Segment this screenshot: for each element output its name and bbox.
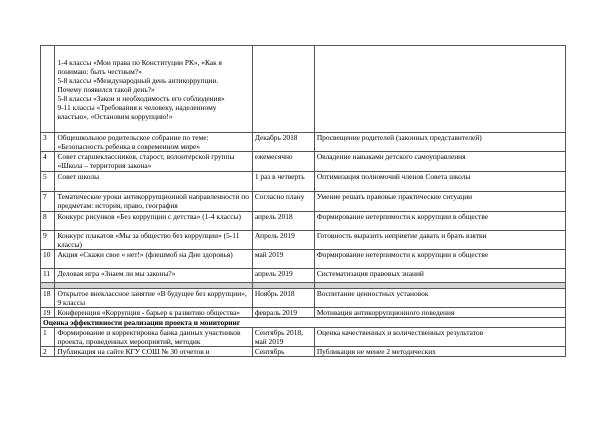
event-cell bbox=[55, 46, 252, 133]
number-cell: 10 bbox=[41, 250, 55, 269]
result-cell: Публикация не менее 2 методических bbox=[314, 347, 565, 357]
date-cell bbox=[252, 46, 314, 133]
number-cell: 1 bbox=[41, 328, 55, 347]
intro-line: Почему появился такой день?» bbox=[57, 84, 155, 94]
date-cell: май 2019 bbox=[252, 250, 314, 269]
number-cell: 9 bbox=[41, 231, 55, 250]
event-cell: Конкурс плакатов «Мы за общество без коррупции» (5-11 классы) bbox=[55, 231, 252, 250]
date-cell: Сентябрь bbox=[252, 347, 314, 357]
event-cell: Тематические уроки антикоррупционной направленности по предметам: история, право, география bbox=[55, 192, 252, 212]
result-cell bbox=[314, 46, 565, 133]
number-cell: 5 bbox=[41, 172, 55, 192]
date-cell: Декабрь 2018 bbox=[252, 133, 314, 152]
plan-table bbox=[40, 45, 566, 357]
event-cell: Конференция «Коррупция - барьер к развитию общества» bbox=[55, 308, 252, 318]
date-cell: 1 раз в четверть bbox=[252, 172, 314, 192]
table-row bbox=[41, 347, 566, 357]
table-row bbox=[41, 172, 566, 192]
result-cell: Овладение навыками детского самоуправления bbox=[314, 152, 565, 172]
intro-line: 5-8 классы «Закон и необходимость его соблюдения» bbox=[57, 93, 225, 103]
result-cell: Систематизация правовых знаний bbox=[314, 269, 565, 283]
table-row bbox=[41, 308, 566, 318]
result-cell: Готовность выразить неприятие давать и брать взятки bbox=[314, 231, 565, 250]
table-row bbox=[41, 289, 566, 308]
date-cell: Сентябрь 2018, май 2019 bbox=[252, 328, 314, 347]
intro-line: 9-11 классы «Требования к человеку, наделенному bbox=[57, 102, 217, 112]
date-cell: Согласно плану bbox=[252, 192, 314, 212]
event-cell: Деловая игра «Знаем ли мы законы?» bbox=[55, 269, 252, 283]
table-row bbox=[41, 192, 566, 212]
result-cell: Умение решать правовые практические ситуации bbox=[314, 192, 565, 212]
table-row bbox=[41, 46, 566, 133]
intro-line: 1-4 классы «Мои права по Конституции РК», «Как я bbox=[57, 57, 222, 67]
number-cell: 8 bbox=[41, 212, 55, 231]
event-cell: Совет старшеклассников, старост, волонтерской группы «Школа – территория закона» bbox=[55, 152, 252, 172]
result-cell: Оптимизация полномочий членов Совета школы bbox=[314, 172, 565, 192]
event-cell: Совет школы bbox=[55, 172, 252, 192]
section-row bbox=[41, 318, 566, 328]
date-cell: апрель 2018 bbox=[252, 212, 314, 231]
table-row bbox=[41, 152, 566, 172]
intro-line: понимаю: быть честным?» bbox=[57, 66, 142, 76]
date-cell: февраль 2019 bbox=[252, 308, 314, 318]
event-cell: Публикация на сайте КГУ СОШ № 30 отчетов и bbox=[55, 347, 252, 357]
result-cell: Воспитание ценностных установок bbox=[314, 289, 565, 308]
table-row bbox=[41, 231, 566, 250]
date-cell: ежемесячно bbox=[252, 152, 314, 172]
result-cell: Оценка качественных и количественных результатов bbox=[314, 328, 565, 347]
date-cell: апрель 2019 bbox=[252, 269, 314, 283]
table-row bbox=[41, 212, 566, 231]
table-row bbox=[41, 269, 566, 283]
result-cell: Просвещение родителей (законных представителей) bbox=[314, 133, 565, 152]
number-cell bbox=[41, 46, 55, 133]
table-row bbox=[41, 328, 566, 347]
number-cell: 2 bbox=[41, 347, 55, 357]
event-cell: Конкурс рисунков «Без коррупции с детства» (1-4 классы) bbox=[55, 212, 252, 231]
date-cell: Ноябрь 2018 bbox=[252, 289, 314, 308]
date-cell: Апрель 2019 bbox=[252, 231, 314, 250]
intro-line: 5-8 классы «Международный день антикоррупции. bbox=[57, 75, 219, 85]
result-cell: Формирование нетерпимости к коррупции в обществе bbox=[314, 250, 565, 269]
result-cell: Мотивация антикоррупционного поведения bbox=[314, 308, 565, 318]
table-row bbox=[41, 133, 566, 152]
number-cell: 4 bbox=[41, 152, 55, 172]
number-cell: 11 bbox=[41, 269, 55, 283]
number-cell: 19 bbox=[41, 308, 55, 318]
event-cell: Формирование и корректировка банка данных участников проекта, проведенных мероприятий, методик bbox=[55, 328, 252, 347]
section-heading: Оценка эффективности реализации проекта и мониторинг bbox=[41, 318, 566, 328]
event-cell: Общешкольное родительское собрание по теме: «Безопасность ребенка в современном мире» bbox=[55, 133, 252, 152]
result-cell: Формирование нетерпимости к коррупции в обществе bbox=[314, 212, 565, 231]
number-cell: 7 bbox=[41, 192, 55, 212]
event-cell: Акция «Скажи свое « нет!» (флешмоб на Дне здоровья) bbox=[55, 250, 252, 269]
number-cell: 18 bbox=[41, 289, 55, 308]
table-row bbox=[41, 250, 566, 269]
event-cell: Открытое внеклассное занятие «В будущее без коррупции», 9 классы bbox=[55, 289, 252, 308]
number-cell: 3 bbox=[41, 133, 55, 152]
intro-line: властью», «Остановим коррупцию!» bbox=[57, 111, 173, 121]
